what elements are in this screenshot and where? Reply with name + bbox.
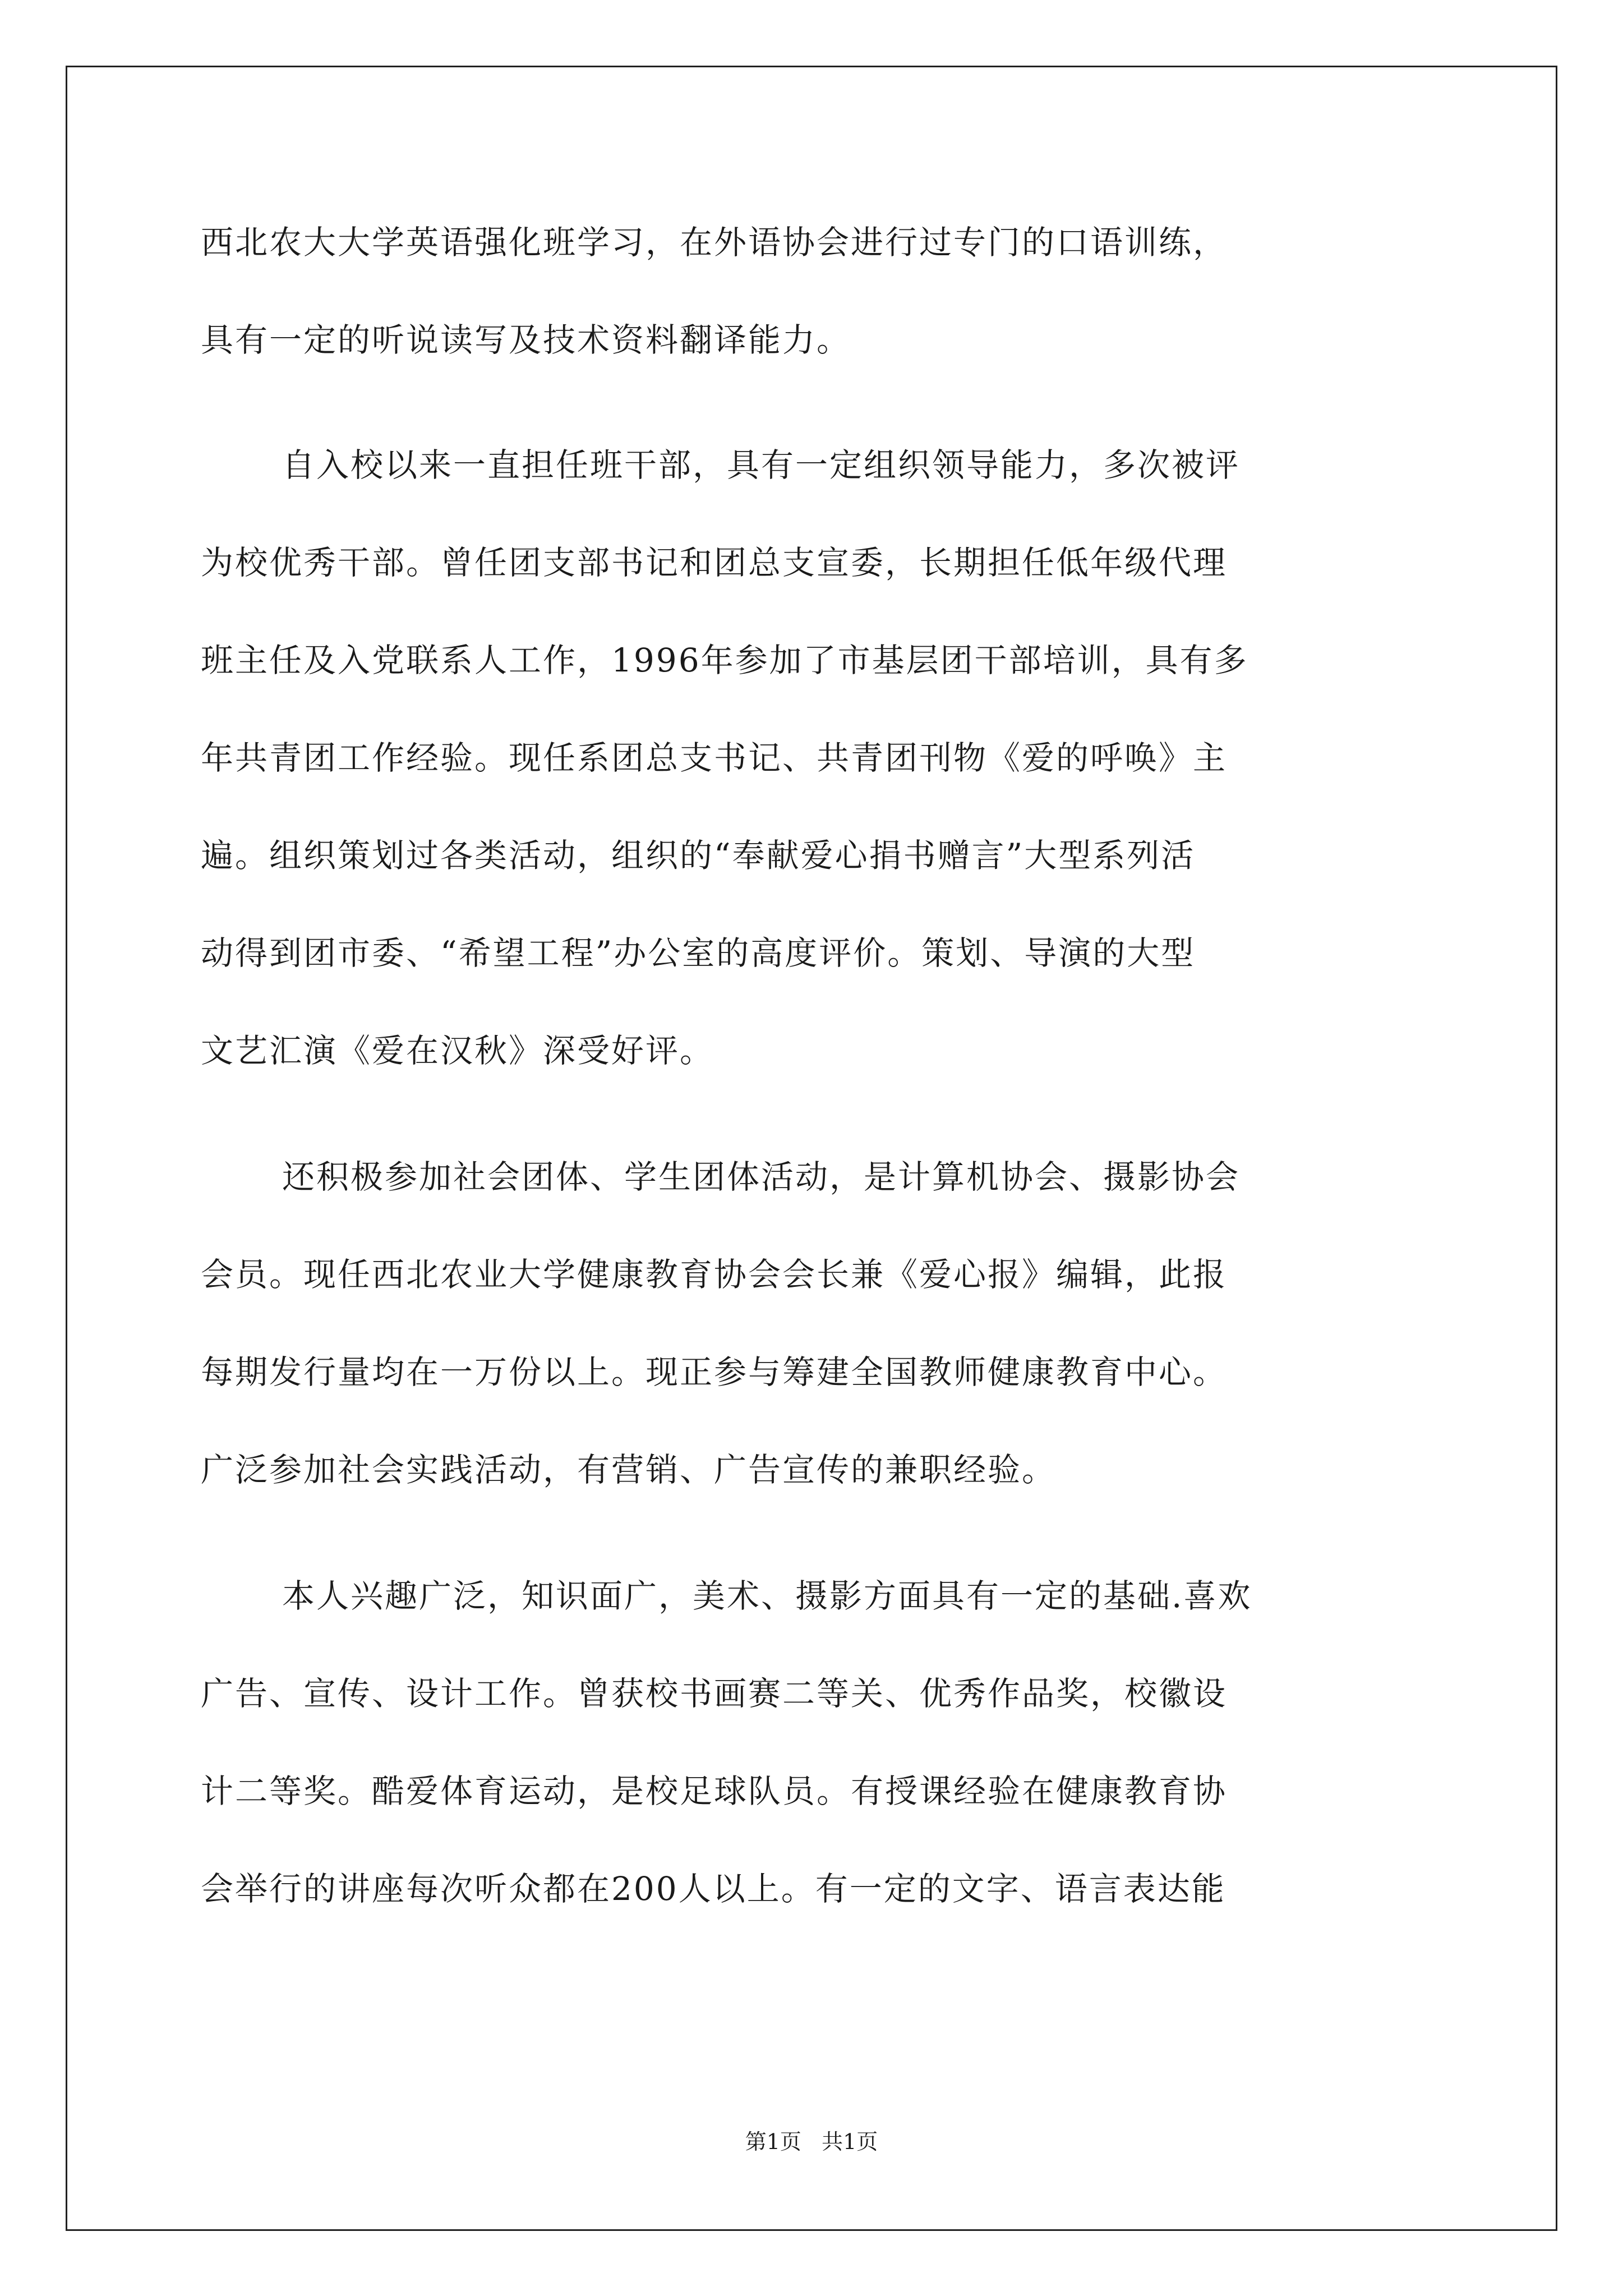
text-line: 广告、宣传、设计工作。曾获校书画赛二等关、优秀作品奖，校徽设 xyxy=(201,1674,1228,1713)
text-line: 动得到团市委、“希望工程”办公室的高度评价。策划、导演的大型 xyxy=(201,934,1196,972)
text-line: 为校优秀干部。曾任团支部书记和团总支宣委，长期担任低年级代理 xyxy=(201,544,1228,582)
text-line: 会举行的讲座每次听众都在200人以上。有一定的文字、语言表达能 xyxy=(201,1870,1226,1908)
text-line: 会员。现任西北农业大学健康教育协会会长兼《爱心报》编辑，此报 xyxy=(201,1255,1228,1294)
text-line: 具有一定的听说读写及技术资料翻译能力。 xyxy=(201,321,851,359)
text-line: 班主任及入党联系人工作，1996年参加了市基层团干部培训，具有多 xyxy=(201,641,1248,679)
text-line: 计二等奖。酷爱体育运动，是校足球队员。有授课经验在健康教育协 xyxy=(201,1772,1228,1810)
page-footer: 第1页 共1页 xyxy=(745,2129,878,2154)
text-line: 文艺汇演《爱在汉秋》深受好评。 xyxy=(201,1032,714,1070)
paragraph-first-line: 还积极参加社会团体、学生团体活动，是计算机协会、摄影协会 xyxy=(282,1158,1241,1196)
text-line: 年共青团工作经验。现任系团总支书记、共青团刊物《爱的呼唤》主 xyxy=(201,739,1228,777)
text-line: 广泛参加社会实践活动，有营销、广告宣传的兼职经验。 xyxy=(201,1451,1057,1489)
text-line: 西北农大大学英语强化班学习，在外语协会进行过专门的口语训练， xyxy=(201,223,1228,261)
text-line: 遍。组织策划过各类活动，组织的“奉献爱心捐书赠言”大型系列活 xyxy=(201,836,1196,875)
paragraph-first-line: 本人兴趣广泛，知识面广，美术、摄影方面具有一定的基础.喜欢 xyxy=(282,1577,1252,1615)
text-line: 每期发行量均在一万份以上。现正参与筹建全国教师健康教育中心。 xyxy=(201,1353,1228,1391)
paragraph-first-line: 自入校以来一直担任班干部，具有一定组织领导能力，多次被评 xyxy=(282,446,1241,484)
